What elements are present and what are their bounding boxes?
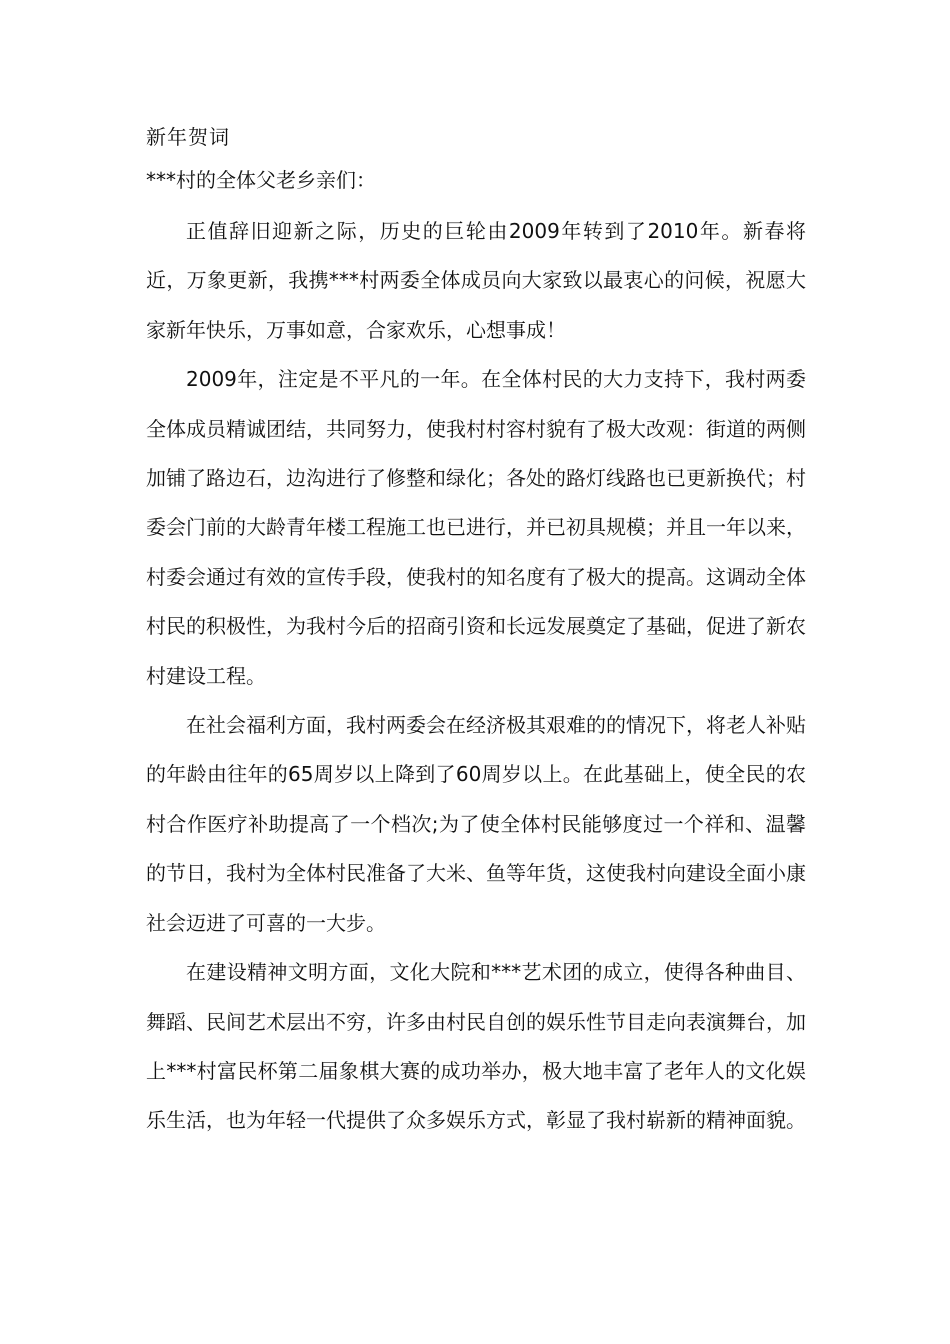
paragraph-social-welfare: 在社会福利方面，我村两委会在经济极其艰难的的情况下，将老人补贴的年龄由往年的65周岁以上降到了60周岁以上。在此基础上，使全民的农村合作医疗补助提高了一个档次;为了使全体村民能够度过一个祥和、温馨的节日，我村为全体村民准备了大米、鱼等年货，这使我村向建设全面小康社会迈进了可喜的一大步。 xyxy=(146,713,806,935)
paragraph-greeting: 正值辞旧迎新之际，历史的巨轮由2009年转到了2010年。新春将近，万象更新，我携***村两委全体成员向大家致以最衷心的问候，祝愿大家新年快乐，万事如意，合家欢乐，心想事成！ xyxy=(146,219,806,342)
paragraph-village-improvements: 2009年，注定是不平凡的一年。在全体村民的大力支持下，我村两委全体成员精诚团结，共同努力，使我村村容村貌有了极大改观：街道的两侧加铺了路边石，边沟进行了修整和绿化；各处的路灯线路也已更新换代；村委会门前的大龄青年楼工程施工也已进行，并已初具规模；并且一年以来，村委会通过有效的宣传手段，使我村的知名度有了极大的提高。这调动全体村民的积极性，为我村今后的招商引资和长远发展奠定了基础，促进了新农村建设工程。 xyxy=(146,367,806,688)
paragraph-spiritual-civilization: 在建设精神文明方面，文化大院和***艺术团的成立，使得各种曲目、舞蹈、民间艺术层出不穷，许多由村民自创的娱乐性节目走向表演舞台，加上***村富民杯第二届象棋大赛的成功举办，极大地丰富了老年人的文化娱乐生活，也为年轻一代提供了众多娱乐方式，彰显了我村崭新的精神面貌。 xyxy=(146,960,806,1133)
salutation: ***村的全体父老乡亲们： xyxy=(146,168,376,192)
document-body xyxy=(146,117,806,1146)
document-title: 新年贺词 xyxy=(146,125,230,149)
